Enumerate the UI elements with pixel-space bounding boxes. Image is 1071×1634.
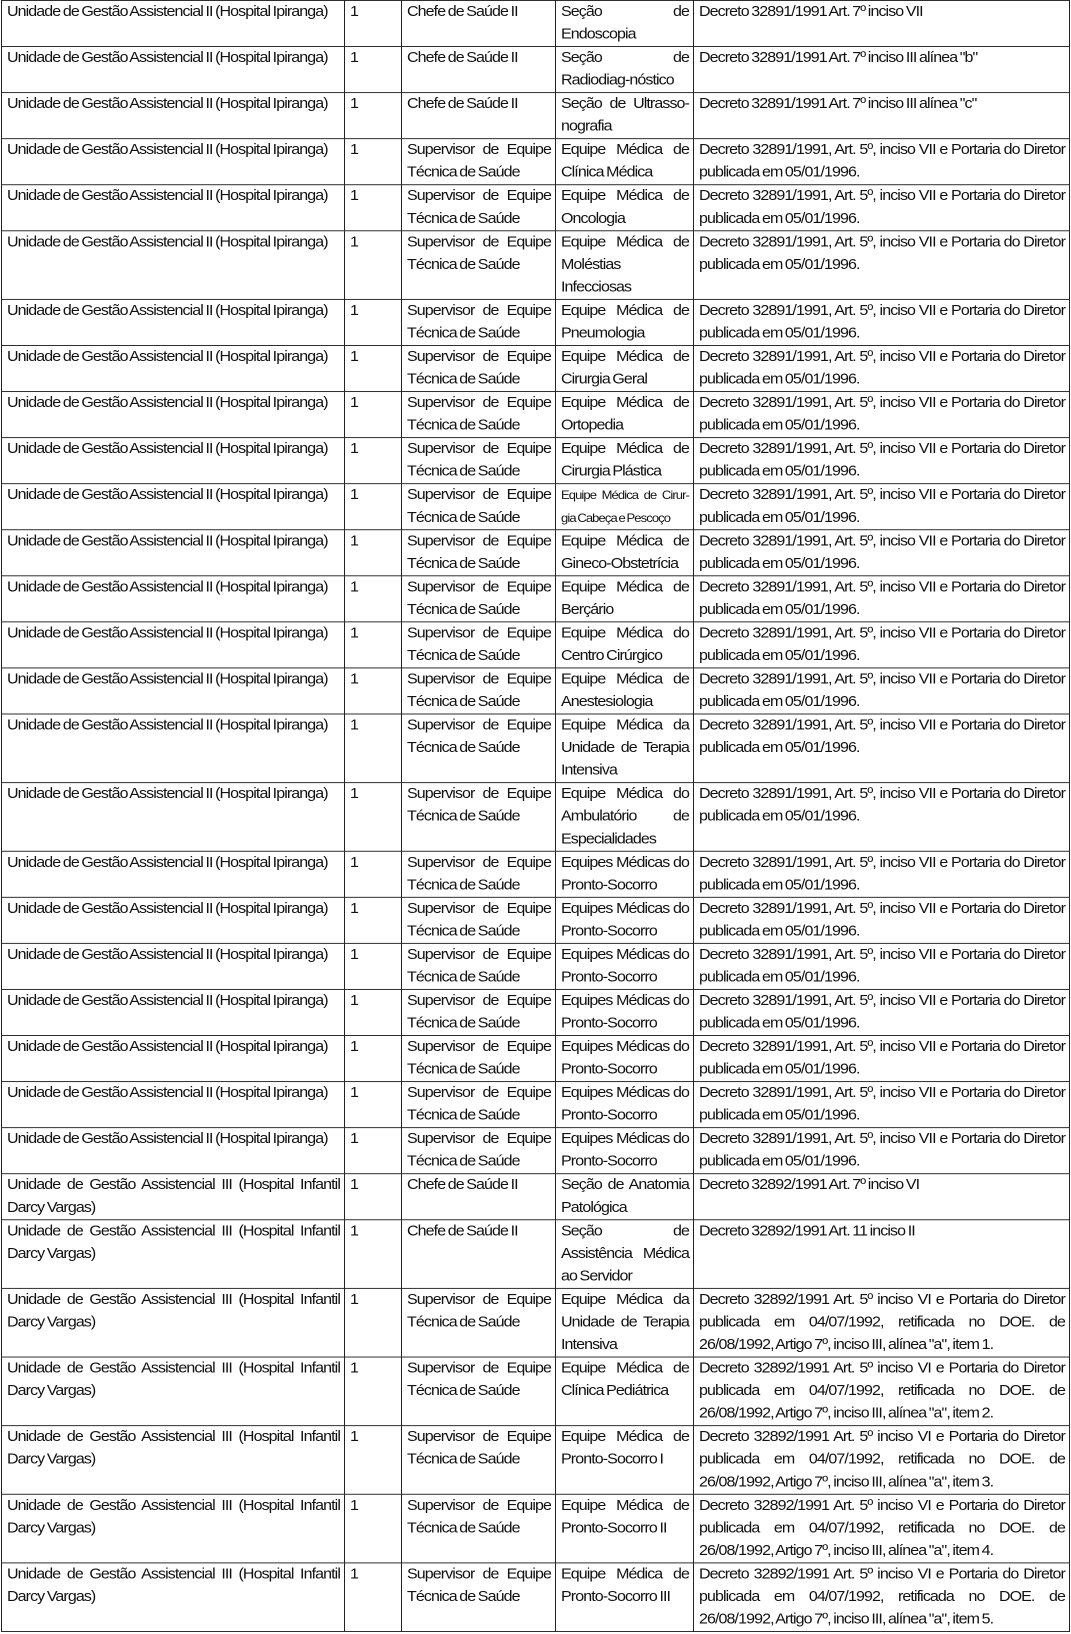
position-cell: Chefe de Saúde II — [402, 1220, 556, 1289]
position-cell: Supervisor de Equipe Técnica de Saúde — [402, 1357, 556, 1426]
quantity-cell: 1 — [345, 93, 402, 139]
legal-basis-cell: Decreto 32891/1991, Art. 5º, inciso VII e Portaria do Diretor publicada em 05/01/1996. — [694, 438, 1070, 484]
unit-cell: Unidade de Gestão Assistencial II (Hospital Ipiranga) — [2, 438, 345, 484]
section-cell: Seção de Endoscopia — [556, 0, 694, 46]
section-cell: Equipes Médicas do Pronto-Socorro — [556, 1036, 694, 1082]
legal-basis-cell: Decreto 32892/1991 Art. 11 inciso II — [694, 1220, 1070, 1289]
quantity-cell: 1 — [345, 392, 402, 438]
table-row — [2, 897, 1070, 943]
position-cell: Supervisor de Equipe Técnica de Saúde — [402, 530, 556, 576]
quantity-cell: 1 — [345, 897, 402, 943]
table-row — [2, 484, 1070, 530]
table-row — [2, 1220, 1070, 1289]
quantity-cell: 1 — [345, 714, 402, 783]
legal-basis-cell: Decreto 32891/1991, Art. 5º, inciso VII e Portaria do Diretor publicada em 05/01/1996. — [694, 1082, 1070, 1128]
quantity-cell: 1 — [345, 1563, 402, 1632]
position-cell: Supervisor de Equipe Técnica de Saúde — [402, 576, 556, 622]
unit-cell: Unidade de Gestão Assistencial II (Hospital Ipiranga) — [2, 1036, 345, 1082]
position-cell: Supervisor de Equipe Técnica de Saúde — [402, 1494, 556, 1563]
quantity-cell: 1 — [345, 851, 402, 897]
unit-cell: Unidade de Gestão Assistencial III (Hospital Infantil Darcy Vargas) — [2, 1288, 345, 1357]
legal-basis-cell: Decreto 32891/1991, Art. 5º, inciso VII e Portaria do Diretor publicada em 05/01/1996. — [694, 943, 1070, 989]
section-cell: Equipe Médica de Berçário — [556, 576, 694, 622]
quantity-cell: 1 — [345, 1082, 402, 1128]
table-row — [2, 345, 1070, 391]
position-cell: Supervisor de Equipe Técnica de Saúde — [402, 484, 556, 530]
table-row — [2, 1082, 1070, 1128]
table-row — [2, 0, 1070, 46]
position-cell: Supervisor de Equipe Técnica de Saúde — [402, 185, 556, 231]
quantity-cell: 1 — [345, 1494, 402, 1563]
unit-cell: Unidade de Gestão Assistencial II (Hospital Ipiranga) — [2, 0, 345, 46]
quantity-cell: 1 — [345, 1357, 402, 1426]
quantity-cell: 1 — [345, 1128, 402, 1174]
table-row — [2, 299, 1070, 345]
table-row — [2, 1357, 1070, 1426]
quantity-cell: 1 — [345, 185, 402, 231]
unit-cell: Unidade de Gestão Assistencial II (Hospital Ipiranga) — [2, 299, 345, 345]
table-row — [2, 1426, 1070, 1495]
legal-basis-cell: Decreto 32891/1991, Art. 5º, inciso VII e Portaria do Diretor publicada em 05/01/1996. — [694, 851, 1070, 897]
quantity-cell: 1 — [345, 484, 402, 530]
legal-basis-cell: Decreto 32892/1991 Art. 7º inciso VI — [694, 1174, 1070, 1220]
table-row — [2, 943, 1070, 989]
legal-basis-cell: Decreto 32891/1991, Art. 5º, inciso VII e Portaria do Diretor publicada em 05/01/1996. — [694, 345, 1070, 391]
position-cell: Supervisor de Equipe Técnica de Saúde — [402, 1128, 556, 1174]
section-cell: Seção de Radiodiag-nóstico — [556, 47, 694, 93]
section-cell: Equipe Médica de Ortopedia — [556, 392, 694, 438]
quantity-cell: 1 — [345, 1288, 402, 1357]
quantity-cell: 1 — [345, 345, 402, 391]
unit-cell: Unidade de Gestão Assistencial III (Hospital Infantil Darcy Vargas) — [2, 1357, 345, 1426]
position-cell: Supervisor de Equipe Técnica de Saúde — [402, 345, 556, 391]
position-cell: Supervisor de Equipe Técnica de Saúde — [402, 897, 556, 943]
table-row — [2, 1494, 1070, 1563]
position-cell: Chefe de Saúde II — [402, 1174, 556, 1220]
quantity-cell: 1 — [345, 231, 402, 300]
table-row — [2, 622, 1070, 668]
quantity-cell: 1 — [345, 47, 402, 93]
position-cell: Supervisor de Equipe Técnica de Saúde — [402, 1563, 556, 1632]
unit-cell: Unidade de Gestão Assistencial II (Hospital Ipiranga) — [2, 783, 345, 852]
section-cell: Equipe Médica de Pneumologia — [556, 299, 694, 345]
unit-cell: Unidade de Gestão Assistencial II (Hospital Ipiranga) — [2, 345, 345, 391]
table-row — [2, 1036, 1070, 1082]
position-cell: Supervisor de Equipe Técnica de Saúde — [402, 139, 556, 185]
table-row — [2, 185, 1070, 231]
section-cell: Equipe Médica de Anestesiologia — [556, 668, 694, 714]
legal-basis-cell: Decreto 32891/1991, Art. 5º, inciso VII e Portaria do Diretor publicada em 05/01/1996. — [694, 1128, 1070, 1174]
table-row — [2, 231, 1070, 300]
legal-basis-cell: Decreto 32891/1991, Art. 5º, inciso VII e Portaria do Diretor publicada em 05/01/1996. — [694, 185, 1070, 231]
unit-cell: Unidade de Gestão Assistencial II (Hospital Ipiranga) — [2, 185, 345, 231]
table-row — [2, 714, 1070, 783]
unit-cell: Unidade de Gestão Assistencial II (Hospital Ipiranga) — [2, 989, 345, 1035]
table-row — [2, 989, 1070, 1035]
section-cell: Equipes Médicas do Pronto-Socorro — [556, 897, 694, 943]
quantity-cell: 1 — [345, 530, 402, 576]
quantity-cell: 1 — [345, 438, 402, 484]
position-cell: Supervisor de Equipe Técnica de Saúde — [402, 392, 556, 438]
position-cell: Supervisor de Equipe Técnica de Saúde — [402, 1288, 556, 1357]
unit-cell: Unidade de Gestão Assistencial III (Hospital Infantil Darcy Vargas) — [2, 1494, 345, 1563]
legal-basis-cell: Decreto 32891/1991, Art. 5º, inciso VII e Portaria do Diretor publicada em 05/01/1996. — [694, 668, 1070, 714]
legal-basis-cell: Decreto 32891/1991, Art. 5º, inciso VII e Portaria do Diretor publicada em 05/01/1996. — [694, 989, 1070, 1035]
table-row — [2, 47, 1070, 93]
legal-basis-cell: Decreto 32892/1991 Art. 5º inciso VI e Portaria do Diretor publicada em 04/07/1992, retificada no DOE. de 26/08/1992, Artigo 7º, inciso III, alínea "a", item 3. — [694, 1426, 1070, 1495]
legal-basis-cell: Decreto 32891/1991, Art. 5º, inciso VII e Portaria do Diretor publicada em 05/01/1996. — [694, 530, 1070, 576]
table-row — [2, 1174, 1070, 1220]
unit-cell: Unidade de Gestão Assistencial II (Hospital Ipiranga) — [2, 392, 345, 438]
unit-cell: Unidade de Gestão Assistencial II (Hospital Ipiranga) — [2, 897, 345, 943]
section-cell: Equipe Médica de Pronto-Socorro II — [556, 1494, 694, 1563]
table-row — [2, 392, 1070, 438]
unit-cell: Unidade de Gestão Assistencial II (Hospital Ipiranga) — [2, 576, 345, 622]
quantity-cell: 1 — [345, 943, 402, 989]
section-cell: Equipes Médicas do Pronto-Socorro — [556, 1082, 694, 1128]
position-cell: Supervisor de Equipe Técnica de Saúde — [402, 438, 556, 484]
position-cell: Chefe de Saúde II — [402, 0, 556, 46]
section-cell: Seção de Anatomia Patológica — [556, 1174, 694, 1220]
quantity-cell: 1 — [345, 668, 402, 714]
section-cell: Equipes Médicas do Pronto-Socorro — [556, 1128, 694, 1174]
position-cell: Supervisor de Equipe Técnica de Saúde — [402, 231, 556, 300]
section-cell: Equipe Médica de Oncologia — [556, 185, 694, 231]
position-cell: Supervisor de Equipe Técnica de Saúde — [402, 851, 556, 897]
section-cell: Equipes Médicas do Pronto-Socorro — [556, 989, 694, 1035]
table-row — [2, 1563, 1070, 1632]
unit-cell: Unidade de Gestão Assistencial III (Hospital Infantil Darcy Vargas) — [2, 1426, 345, 1495]
section-cell: Seção de Ultrasso-nografia — [556, 93, 694, 139]
unit-cell: Unidade de Gestão Assistencial II (Hospital Ipiranga) — [2, 484, 345, 530]
legal-basis-cell: Decreto 32891/1991, Art. 5º, inciso VII e Portaria do Diretor publicada em 05/01/1996. — [694, 299, 1070, 345]
unit-cell: Unidade de Gestão Assistencial III (Hospital Infantil Darcy Vargas) — [2, 1563, 345, 1632]
position-cell: Supervisor de Equipe Técnica de Saúde — [402, 299, 556, 345]
table-row — [2, 783, 1070, 852]
section-cell: Equipe Médica do Ambulatório de Especialidades — [556, 783, 694, 852]
table-row — [2, 1128, 1070, 1174]
position-cell: Supervisor de Equipe Técnica de Saúde — [402, 622, 556, 668]
table-row — [2, 851, 1070, 897]
legal-basis-cell: Decreto 32891/1991, Art. 5º, inciso VII e Portaria do Diretor publicada em 05/01/1996. — [694, 714, 1070, 783]
unit-cell: Unidade de Gestão Assistencial II (Hospital Ipiranga) — [2, 93, 345, 139]
unit-cell: Unidade de Gestão Assistencial II (Hospital Ipiranga) — [2, 139, 345, 185]
quantity-cell: 1 — [345, 139, 402, 185]
legal-basis-cell: Decreto 32891/1991 Art. 7º inciso III alínea "b" — [694, 47, 1070, 93]
legal-basis-cell: Decreto 32892/1991 Art. 5º inciso VI e Portaria do Diretor publicada em 04/07/1992, retificada no DOE. de 26/08/1992, Artigo 7º, inciso III, alínea "a", item 4. — [694, 1494, 1070, 1563]
legal-basis-cell: Decreto 32892/1991 Art. 5º inciso VI e Portaria do Diretor publicada em 04/07/1992, retificada no DOE. de 26/08/1992, Artigo 7º, inciso III, alínea "a", item 1. — [694, 1288, 1070, 1357]
unit-cell: Unidade de Gestão Assistencial II (Hospital Ipiranga) — [2, 231, 345, 300]
unit-cell: Unidade de Gestão Assistencial II (Hospital Ipiranga) — [2, 714, 345, 783]
quantity-cell: 1 — [345, 299, 402, 345]
position-cell: Chefe de Saúde II — [402, 93, 556, 139]
unit-cell: Unidade de Gestão Assistencial II (Hospital Ipiranga) — [2, 1128, 345, 1174]
position-cell: Supervisor de Equipe Técnica de Saúde — [402, 943, 556, 989]
legal-basis-cell: Decreto 32891/1991, Art. 5º, inciso VII e Portaria do Diretor publicada em 05/01/1996. — [694, 622, 1070, 668]
legal-basis-cell: Decreto 32891/1991, Art. 5º, inciso VII e Portaria do Diretor publicada em 05/01/1996. — [694, 897, 1070, 943]
legal-basis-cell: Decreto 32892/1991 Art. 5º inciso VI e Portaria do Diretor publicada em 04/07/1992, retificada no DOE. de 26/08/1992, Artigo 7º, inciso III, alínea "a", item 5. — [694, 1563, 1070, 1632]
position-cell: Supervisor de Equipe Técnica de Saúde — [402, 783, 556, 852]
legal-basis-cell: Decreto 32891/1991, Art. 5º, inciso VII e Portaria do Diretor publicada em 05/01/1996. — [694, 392, 1070, 438]
position-cell: Supervisor de Equipe Técnica de Saúde — [402, 668, 556, 714]
section-cell: Equipe Médica de Pronto-Socorro I — [556, 1426, 694, 1495]
section-cell: Equipe Médica de Moléstias Infecciosas — [556, 231, 694, 300]
legal-basis-cell: Decreto 32892/1991 Art. 5º inciso VI e Portaria do Diretor publicada em 04/07/1992, retificada no DOE. de 26/08/1992, Artigo 7º, inciso III, alínea "a", item 2. — [694, 1357, 1070, 1426]
table-row — [2, 93, 1070, 139]
position-cell: Supervisor de Equipe Técnica de Saúde — [402, 989, 556, 1035]
section-cell: Equipe Médica da Unidade de Terapia Intensiva — [556, 1288, 694, 1357]
quantity-cell: 1 — [345, 1426, 402, 1495]
table-row — [2, 1288, 1070, 1357]
unit-cell: Unidade de Gestão Assistencial II (Hospital Ipiranga) — [2, 622, 345, 668]
unit-cell: Unidade de Gestão Assistencial II (Hospital Ipiranga) — [2, 851, 345, 897]
legal-basis-cell: Decreto 32891/1991, Art. 5º, inciso VII e Portaria do Diretor publicada em 05/01/1996. — [694, 576, 1070, 622]
unit-cell: Unidade de Gestão Assistencial II (Hospital Ipiranga) — [2, 668, 345, 714]
quantity-cell: 1 — [345, 1036, 402, 1082]
section-cell: Equipe Médica da Unidade de Terapia Intensiva — [556, 714, 694, 783]
quantity-cell: 1 — [345, 989, 402, 1035]
unit-cell: Unidade de Gestão Assistencial II (Hospital Ipiranga) — [2, 943, 345, 989]
unit-cell: Unidade de Gestão Assistencial II (Hospital Ipiranga) — [2, 1082, 345, 1128]
section-cell: Equipe Médica de Cirur-gia Cabeça e Pescoço — [556, 484, 694, 530]
quantity-cell: 1 — [345, 783, 402, 852]
position-cell: Supervisor de Equipe Técnica de Saúde — [402, 714, 556, 783]
unit-cell: Unidade de Gestão Assistencial II (Hospital Ipiranga) — [2, 530, 345, 576]
section-cell: Equipes Médicas do Pronto-Socorro — [556, 943, 694, 989]
legal-basis-cell: Decreto 32891/1991, Art. 5º, inciso VII e Portaria do Diretor publicada em 05/01/1996. — [694, 1036, 1070, 1082]
section-cell: Equipe Médica do Centro Cirúrgico — [556, 622, 694, 668]
legal-basis-cell: Decreto 32891/1991 Art. 7º inciso III alínea "c" — [694, 93, 1070, 139]
legal-basis-cell: Decreto 32891/1991, Art. 5º, inciso VII e Portaria do Diretor publicada em 05/01/1996. — [694, 231, 1070, 300]
section-cell: Equipe Médica de Cirurgia Geral — [556, 345, 694, 391]
legal-basis-cell: Decreto 32891/1991, Art. 5º, inciso VII e Portaria do Diretor publicada em 05/01/1996. — [694, 139, 1070, 185]
unit-cell: Unidade de Gestão Assistencial III (Hospital Infantil Darcy Vargas) — [2, 1220, 345, 1289]
position-cell: Supervisor de Equipe Técnica de Saúde — [402, 1036, 556, 1082]
quantity-cell: 1 — [345, 0, 402, 46]
position-cell: Chefe de Saúde II — [402, 47, 556, 93]
table-row — [2, 139, 1070, 185]
section-cell: Seção de Assistência Médica ao Servidor — [556, 1220, 694, 1289]
section-cell: Equipe Médica de Gineco-Obstetrícia — [556, 530, 694, 576]
table-row — [2, 438, 1070, 484]
quantity-cell: 1 — [345, 1174, 402, 1220]
unit-cell: Unidade de Gestão Assistencial II (Hospital Ipiranga) — [2, 47, 345, 93]
positions-table — [1, 0, 1070, 1632]
legal-basis-cell: Decreto 32891/1991, Art. 5º, inciso VII e Portaria do Diretor publicada em 05/01/1996. — [694, 484, 1070, 530]
legal-basis-cell: Decreto 32891/1991, Art. 5º, inciso VII e Portaria do Diretor publicada em 05/01/1996. — [694, 783, 1070, 852]
quantity-cell: 1 — [345, 1220, 402, 1289]
unit-cell: Unidade de Gestão Assistencial III (Hospital Infantil Darcy Vargas) — [2, 1174, 345, 1220]
section-cell: Equipes Médicas do Pronto-Socorro — [556, 851, 694, 897]
position-cell: Supervisor de Equipe Técnica de Saúde — [402, 1082, 556, 1128]
quantity-cell: 1 — [345, 576, 402, 622]
legal-basis-cell: Decreto 32891/1991 Art. 7º inciso VII — [694, 0, 1070, 46]
table-row — [2, 530, 1070, 576]
section-cell: Equipe Médica de Clínica Médica — [556, 139, 694, 185]
position-cell: Supervisor de Equipe Técnica de Saúde — [402, 1426, 556, 1495]
table-row — [2, 576, 1070, 622]
table-body — [2, 0, 1070, 1631]
section-cell: Equipe Médica de Clínica Pediátrica — [556, 1357, 694, 1426]
table-row — [2, 668, 1070, 714]
quantity-cell: 1 — [345, 622, 402, 668]
section-cell: Equipe Médica de Cirurgia Plástica — [556, 438, 694, 484]
section-cell: Equipe Médica de Pronto-Socorro III — [556, 1563, 694, 1632]
